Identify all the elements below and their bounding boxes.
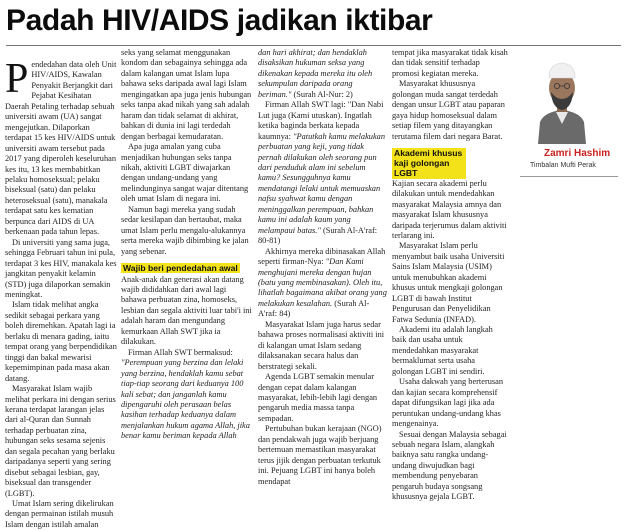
quote-paragraph: "Perempuan yang berzina dan lelaki yang berzina, hendaklah kamu sebat tiap-tiap seorang dari keduanya 100 kali sebat; dan janganlah kamu dipengaruhi oleh perasaan belas kasihan terhadap keduanya dalam menjalankan hukum agama Allah, jika benar kamu beriman kepada Allah [121,358,250,441]
article-column-3 [258,48,388,486]
author-name: Zamri Hashim [544,148,611,159]
paragraph: Akhirnya mereka dibinasakan Allah seperti firman-Nya: "Dan Kami menghujani mereka dengan hujan (batu yang membinasakan). Oleh itu, lihatlah bagaimana akibat orang yang melakukan kesalahan. (Surah Al-A'raf: 84) [258,246,387,319]
paragraph: Kajian secara akademi perlu dilakukan untuk mendedahkan masyarakat Malaysia amnya dan masyarakat Islam khususnya daripada terjerumus dalam aktiviti terlarang ini. [392,178,507,240]
paragraph: Masyarakat Islam perlu menyambut baik usaha Universiti Sains Islam Malaysia (USIM) untuk menubuhkan akademi khusus untuk mengkaji golongan LGBT di bawah Institut Pengurusan dan Penyelidikan Fatwa Sedunia (INFAD). [392,241,505,324]
author-portrait-icon [534,52,590,144]
article-headline: Padah HIV/AIDS jadikan iktibar [6,4,433,37]
paragraph: Pertubuhan bukan kerajaan (NGO) dan pendakwah juga wajib berjuang bertemuan memastikan masyarakat terus jijik dengan perbuatan terkutuk ini. Pejuang LGBT ini hanya boleh mendapat [258,424,382,486]
paragraph: Masyarakat Islam wajib melihat perkara ini dengan serius kerana terdapat larangan jelas dari al-Quran dan Sunnah terhadap perbuatan zina, hubungan seks sesama sejenis dan segala pecahan yang berlaku daripadanya seperti yang sering disebut sebagai lesbian, gay, biseksual dan transgender (LGBT). [5,384,116,498]
paragraph: Anak-anak dan generasi akan datang wajib dididahkan dari awal lagi bahawa perbuatan zina, homoseks, lesbian dan segala aktiviti luar tabi'i ini adalah haram dan mengundang kemurkaan Allah SWT jika ia dilakukan. [121,274,252,347]
author-photo [534,52,590,144]
paragraph: Namun bagi mereka yang sudah sedar kesilapan dan bertaubat, maka umat Islam perlu mengalu-alukannya serta mereka wajib dibimbing ke jalan yang sebenar. [121,204,249,256]
paragraph: tempat jika masyarakat tidak kisah dan tidak sensitif terhadap promosi kegiatan mereka. [392,48,508,78]
paragraph: Usaha dakwah yang berterusan dan kajian secara komprehensif dapat difungsikan lagi jika ada peruntukan undang-undang khas mengenainya. [392,377,504,429]
drop-cap: P [5,56,29,102]
quote-paragraph: dan hari akhirat; dan hendaklah disaksikan hukuman seksa yang dikenakan kepada mereka itu oleh sekumpulan daripada orang beriman." (Surah Al-Nur: 2) [258,48,373,99]
article-column-2 [121,48,253,468]
author-role: Timbalan Mufti Perak [530,162,596,169]
section-subheading: Akademi khusus kaji golongan LGBT [392,148,466,179]
paragraph: Akademi itu adalah langkah baik dan usaha untuk mendedahkan masyarakat bermaklumat serta usaha golongan LGBT ini sendiri. [392,325,493,376]
section-subheading: Wajib beri pendedahan awal [123,263,238,274]
paragraph: Di universiti yang sama juga, sehingga Februari tahun ini pula, terdapat 3 kes HIV, manakala kes jangkitan penyakit kelamin (STD) juga dilaporkan semakin meningkat. [5,237,117,299]
paragraph: Masyarakat khususnya golongan muda sangat terdedah dengan unsur LGBT atau paparan gaya hidup homoseksual dalam setiap filem yang ditayangkan terutama filem dari negara Barat. [392,79,505,141]
paragraph: Islam tidak melihat angka sedikit sebagai perkara yang boleh diremehkan. Apatah lagi ia berlaku di menara gading, iaitu tempat orang yang berpendidikan tinggi dan bakal mewarisi kepemimpinan pada masa akan datang. [5,300,117,383]
paragraph: seks yang selamat menggunakan kondom dan sebagainya sehingga ada dalam kalangan umat Islam lupa bahawa seks daripada awal lagi Islam mengingatkan apa juga jenis hubungan seks tanpa akad nikah yang sah adalah haram dan tidak selamat di akhirat, bahkan di dunia ini lagi terdedah dengan berbagai kemudaratan. [121,48,252,141]
paragraph: Apa juga amalan yang cuba menjadikan hubungan seks tanpa nikah, aktiviti LGBT diwajarkan dengan undang-undang yang melindunginya sangat wajar ditentang oleh umat Islam di negara ini. [121,142,249,204]
paragraph: Pendedahan data oleh Unit HIV/AIDS, Kawalan Penyakit Berjangkit dari Pejabat Kesihatan Daerah Petaling terhadap sebuah universiti awam (UA) sangat mengejutkan. Dilaporkan terdapat 15 kes HIV/AIDS untuk universiti awam tersebut pada 2017 yang diperoleh keseluruhan kes itu, 13 kes membabitkan pelaku homoseksual; pelaku biseksual (satu) dan pelaku heteroseksual (satu), manakala terdapat satu kes kematian berpunca dari AIDS di UA berkenaan pada tahun lepas. [5,56,117,237]
article-column-4 [392,48,508,502]
paragraph: Agenda LGBT semakin menular dengan cepat dalam kalangan masyarakat, lebih-lebih lagi dengan pengaruh media massa tanpa sempadan. [258,372,378,423]
paragraph: Firman Allah SWT lagi: "Dan Nabi Lut juga (Kami utuskan). Ingatlah ketika baginda berkata kepada kaumnya: "Patutkah kamu melakukan perbuatan yang keji, yang tidak pernah dilakukan oleh seorang pun dari penduduk alam ini sebelum kamu? Sesungguhnya kamu mendatangi lelaki untuk memuaskan nafsu syahwat kamu dengan meninggalkan perempuan, bahkan kamu ini adalah kaum yang melampaui batas." (Surah Al-A'raf: 80-81) [258,100,386,246]
paragraph: Masyarakat Islam juga harus sedar bahawa proses normalisasi aktiviti ini di kalangan umat Islam sedang dilaksanakan secara halus dan berstrategi sekali. [258,319,385,371]
paragraph: Firman Allah SWT bermaksud: [128,347,233,357]
paragraph: Umat Islam sering dikelirukan dengan permainan istilah musuh Islam dengan istilah amalan [5,499,114,529]
article-column-1 [5,56,117,529]
paragraph: Sesuai dengan Malaysia sebagai sebuah negara Islam, alangkah baiknya satu rangka undang-undang diwujudkan bagi membendung penyebaran pengaruh budaya songsang khususnya gejala LGBT. [392,429,507,502]
headline-divider [6,45,621,46]
byline-divider [520,176,618,177]
